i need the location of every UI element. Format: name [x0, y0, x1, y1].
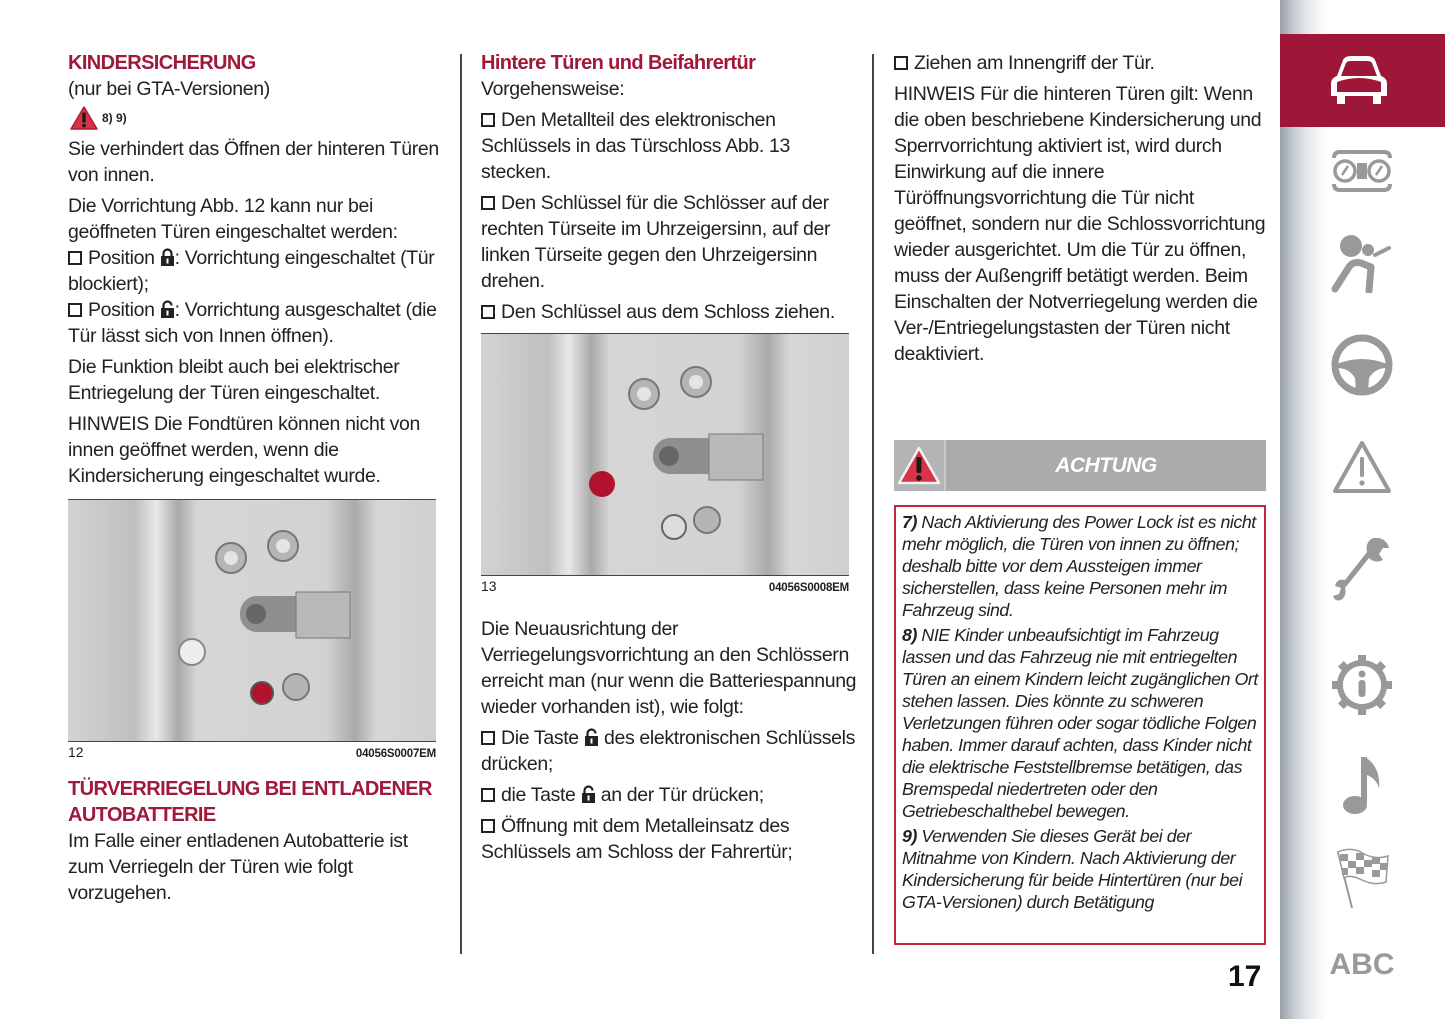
checkered-flag-icon	[1332, 848, 1392, 912]
figure-caption	[68, 744, 436, 760]
paragraph: Die Funktion bleibt auch bei elektrischer Entriegelung der Türen eingeschaltet.	[68, 356, 400, 404]
column-1	[68, 50, 446, 906]
figure-caption	[481, 578, 849, 594]
figure-12	[68, 499, 436, 760]
figure-13	[481, 333, 849, 594]
sidebar-item-emergency[interactable]	[1320, 432, 1404, 502]
figure-code: 04056S0008EM	[768, 582, 849, 594]
sidebar-item-technical-data[interactable]	[1320, 650, 1404, 720]
sidebar-item-index[interactable]	[1320, 845, 1404, 915]
warning-icon-cell	[894, 440, 946, 491]
sidebar-item-instruments[interactable]	[1320, 136, 1404, 206]
sidebar-item-safety[interactable]	[1320, 228, 1404, 298]
page-number: 17	[1228, 960, 1262, 993]
steering-wheel-icon	[1331, 334, 1393, 396]
bullet-item: Den Schlüssel für die Schlösser auf der rechten Türseite im Uhrzeigersinn, auf der linken Türseite gegen den Uhrzeigersinn drehen.	[481, 192, 831, 292]
column-2	[481, 50, 859, 865]
wrench-icon	[1331, 534, 1393, 604]
lock-open-icon	[581, 785, 596, 803]
bullet-box-icon	[481, 305, 495, 319]
figure-image	[481, 333, 849, 576]
bullet-box-icon	[894, 56, 908, 70]
bullet-box-icon	[481, 196, 495, 210]
sidebar-item-abc[interactable]	[1320, 930, 1404, 1000]
bullet-item: Position : Vorrichtung eingeschaltet (Tür blockiert);	[68, 247, 435, 295]
bullet-box-icon	[481, 113, 495, 127]
column-divider	[460, 54, 462, 954]
warning-triangle-icon	[70, 106, 98, 130]
bullet-box-icon	[68, 303, 82, 317]
paragraph: Vorgehensweise:	[481, 78, 625, 100]
bullet-item: Den Metallteil des elektronischen Schlüssels in das Türschloss Abb. 13 stecken.	[481, 109, 790, 183]
paragraph: Sie verhindert das Öffnen der hinteren Türen von innen.	[68, 138, 439, 186]
lock-open-icon	[584, 728, 599, 746]
warning-refs: 8) 9)	[102, 111, 127, 125]
warning-reference	[70, 106, 446, 130]
warning-triangle-icon	[1331, 439, 1393, 495]
section-heading-kindersicherung: KINDERSICHERUNG	[68, 52, 256, 74]
note-paragraph: HINWEIS Die Fondtüren können nicht von innen geöffnet werden, wenn die Kindersicherung eingeschaltet wurde.	[68, 413, 420, 487]
warning-box	[894, 505, 1266, 945]
bullet-item: Öffnung mit dem Metalleinsatz des Schlüssels am Schloss der Fahrertür;	[481, 815, 793, 863]
bullet-item: Ziehen am Innengriff der Tür.	[894, 50, 1266, 76]
bullet-box-icon	[481, 819, 495, 833]
figure-code: 04056S0007EM	[355, 748, 436, 760]
sidebar-item-driving[interactable]	[1320, 330, 1404, 400]
lock-open-icon	[160, 300, 175, 318]
chapter-sidebar	[1280, 0, 1445, 1019]
abc-index-icon: ABC	[1329, 948, 1395, 981]
bullet-box-icon	[68, 251, 82, 265]
section-heading-hintere-tueren: Hintere Türen und Beifahrertür	[481, 52, 756, 74]
figure-number: 13	[481, 578, 497, 594]
warning-triangle-icon	[897, 446, 941, 486]
sidebar-item-vehicle-active[interactable]	[1280, 34, 1445, 127]
bullet-item: Den Schlüssel aus dem Schloss ziehen.	[481, 299, 859, 325]
music-note-icon	[1337, 753, 1387, 817]
note-paragraph: HINWEIS Für die hinteren Türen gilt: Wenn die oben beschriebene Kindersicherung und Sperrvorrichtung aktiviert ist, wird durch Einwirkung auf die innere Türöffnungsvorrichtung die Tür nicht geöffnet, sondern nur die Schlossvorrichtung wieder ausgerichtet. Um die Tür zu öffnen, muss der Außengriff betätigt werden. Beim Einschalten der Notverriegelung werden die Ver-/Entriegelungstasten der Türen nicht deaktiviert.	[894, 83, 1266, 365]
warning-item: 7) Nach Aktivierung des Power Lock ist es nicht mehr möglich, die Türen von innen zu öffnen; deshalb bitte vor dem Aussteigen immer sicherstellen, dass keine Personen mehr im Fahrzeug sind.	[902, 512, 1256, 620]
figure-number: 12	[68, 744, 84, 760]
bullet-item: Position : Vorrichtung ausgeschaltet (die Tür lässt sich von Innen öffnen).	[68, 299, 437, 347]
column-3	[894, 50, 1266, 367]
car-icon	[1327, 52, 1391, 108]
paragraph: Im Falle einer entladenen Autobatterie ist zum Verriegeln der Türen wie folgt vorzugehen.	[68, 830, 408, 904]
bullet-box-icon	[481, 788, 495, 802]
warning-item: 8) NIE Kinder unbeaufsichtigt im Fahrzeug lassen und das Fahrzeug nie mit entriegelten Türen an einem Kindern leicht zugänglichen Ort stehen lassen. Dies könnte zu schweren Verletzungen führen oder sogar tödliche Folgen haben. Immer darauf achten, dass Kinder nicht die elektrische Feststellbremse betätigen, das Bremspedal niedertreten oder den Getriebeschalthebel bewegen.	[902, 625, 1258, 821]
door-lock-illustration	[481, 334, 849, 576]
subtitle: (nur bei GTA-Versionen)	[68, 78, 270, 100]
sidebar-item-multimedia[interactable]	[1320, 750, 1404, 820]
warning-item: 9) Verwenden Sie dieses Gerät bei der Mitnahme von Kindern. Nach Aktivierung der Kindersicherung für beide Hintertüren (nur bei GTA-Versionen) durch Betätigung	[902, 826, 1243, 912]
airbag-icon	[1331, 233, 1393, 293]
gear-info-icon	[1330, 653, 1394, 717]
bullet-item: Die Taste des elektronischen Schlüssels drücken;	[481, 727, 856, 775]
door-lock-illustration	[68, 500, 436, 742]
bullet-box-icon	[481, 731, 495, 745]
bullet-item: die Taste an der Tür drücken;	[481, 782, 859, 808]
section-heading-tuerverriegelung: TÜRVERRIEGELUNG BEI ENTLADENER AUTOBATTERIE	[68, 778, 432, 826]
warning-title: ACHTUNG	[1055, 453, 1157, 477]
sidebar-item-service[interactable]	[1320, 534, 1404, 604]
instrument-cluster-icon	[1330, 150, 1394, 192]
paragraph: Die Vorrichtung Abb. 12 kann nur bei geöffneten Türen eingeschaltet werden:	[68, 195, 398, 243]
column-divider	[872, 54, 874, 954]
warning-header	[894, 440, 1266, 491]
lock-closed-icon	[160, 248, 175, 266]
paragraph: Die Neuausrichtung der Verriegelungsvorrichtung an den Schlössern erreicht man (nur wenn die Batteriespannung wieder vorhanden ist), wie folgt:	[481, 618, 857, 718]
figure-image	[68, 499, 436, 742]
